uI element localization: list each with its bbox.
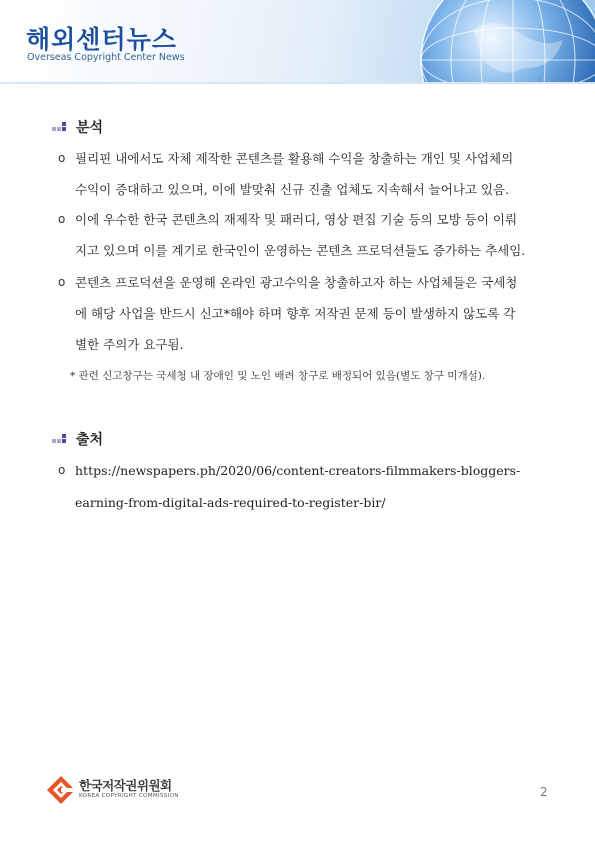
- body-line: 필리핀 내에서도 자체 제작한 콘텐츠를 활용해 수익을 창출하는 개인 및 사업체의: [75, 151, 514, 166]
- section-heading-source: [52, 429, 103, 449]
- body-line: 별한 주의가 요구됨.: [75, 337, 184, 352]
- source-link[interactable]: earning-from-digital-ads-required-to-register-bir/: [75, 495, 386, 510]
- footer-logo: [46, 775, 186, 805]
- body-line: 지고 있으며 이를 계기로 한국인이 운영하는 콘텐츠 프로덕션들도 증가하는 추세임.: [75, 243, 526, 258]
- commission-logo-icon: [46, 775, 76, 805]
- section-title: 분석: [76, 120, 104, 136]
- page-subtitle: Overseas Copyright Center News: [27, 52, 185, 63]
- footnote: * 관련 신고창구는 국세청 내 장애인 및 노인 배려 창구로 배정되어 있음(별도 창구 미개설).: [70, 370, 486, 382]
- body-line: 에 해당 사업을 반드시 신고*해야 하며 향후 저작권 문제 등이 발생하지 않도록 각: [75, 306, 516, 321]
- bullet-icon: o: [58, 275, 66, 289]
- header-divider: [0, 82, 595, 84]
- source-link[interactable]: https://newspapers.ph/2020/06/content-creators-filmmakers-bloggers-: [75, 463, 521, 478]
- body-line: 콘텐츠 프로덕션을 운영해 온라인 광고수익을 창출하고자 하는 사업체들은 국세청: [75, 275, 518, 290]
- section-marker-icon: [52, 433, 68, 447]
- bullet-icon: o: [58, 463, 66, 477]
- section-heading-analysis: [52, 117, 103, 137]
- section-title: 출처: [76, 432, 104, 448]
- body-line: 수익이 증대하고 있으며, 이에 발맞춰 신규 진출 업체도 지속해서 늘어나고 있음.: [75, 182, 510, 197]
- org-name-english: KOREA COPYRIGHT COMMISSION: [79, 793, 179, 799]
- org-name-korean: 한국저작권위원회: [79, 778, 172, 793]
- page-header: [0, 0, 595, 84]
- page-number: 2: [540, 785, 548, 799]
- bullet-icon: o: [58, 151, 66, 165]
- bullet-icon: o: [58, 212, 66, 226]
- body-line: 이에 우수한 한국 콘텐츠의 재제작 및 패러디, 영상 편집 기술 등의 모방 등이 이뤄: [75, 212, 518, 227]
- section-marker-icon: [52, 121, 68, 135]
- page-title: 해외센터뉴스: [26, 25, 177, 54]
- globe-icon: [413, 0, 595, 84]
